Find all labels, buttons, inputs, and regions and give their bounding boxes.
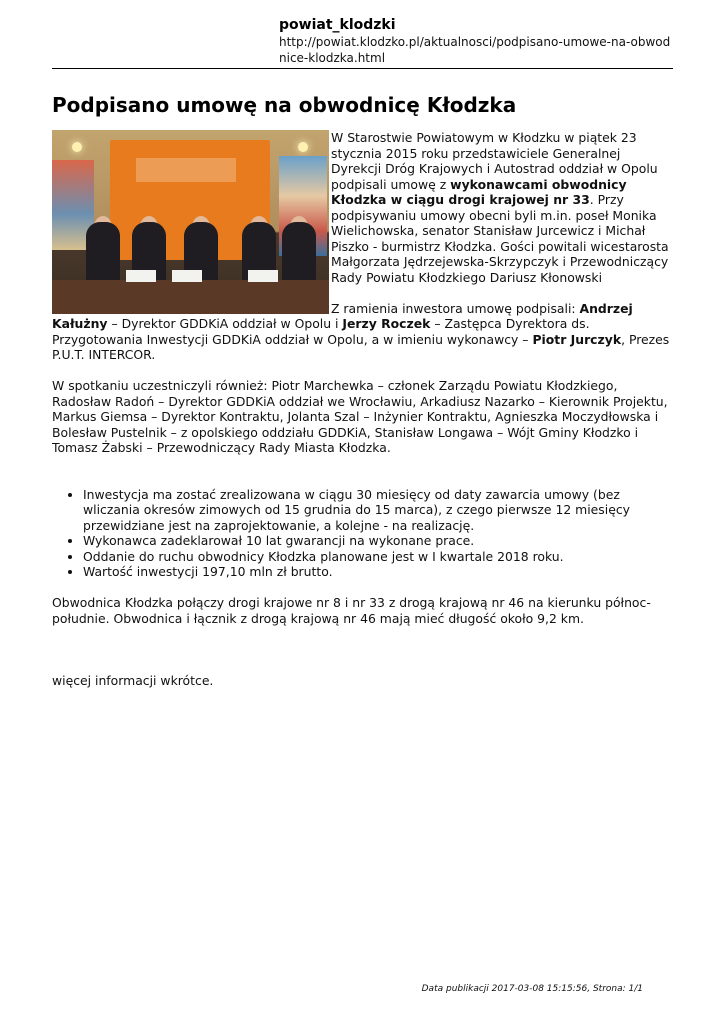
lamp-icon <box>72 142 82 152</box>
signatories-text-3: – Zastępca Dyrektora ds. Przygotowania Inwestycji GDDKiA oddział w Opolu, a w imieniu wykonawcy – <box>52 316 590 347</box>
signing-ceremony-photo <box>52 130 329 314</box>
banner-text-block <box>136 158 236 182</box>
document-header <box>279 16 674 66</box>
signing-table <box>52 280 329 314</box>
lamp-icon <box>298 142 308 152</box>
documents <box>172 270 202 282</box>
header-divider <box>52 68 673 69</box>
signatories-text-2: – Dyrektor GDDKiA oddział w Opolu i <box>107 316 343 331</box>
publication-footer: Data publikacji 2017-03-08 15:15:56, Strona: 1/1 <box>421 984 643 994</box>
signatories-text-1: Z ramienia inwestora umowę podpisali: <box>331 300 580 316</box>
paragraph-route: Obwodnica Kłodzka połączy drogi krajowe nr 8 i nr 33 z drogą krajową nr 46 na kierunku północ-południe. Obwodnica i łącznik z drogą krajową nr 46 mają mieć długość około 9,2 km. <box>52 595 651 626</box>
list-item: • Wartość inwestycji 197,10 mln zł brutto. <box>83 564 672 580</box>
person <box>86 222 120 284</box>
site-name: powiat_klodzki <box>279 17 396 33</box>
paragraph-attendees: W spotkaniu uczestniczyli również: Piotr Marchewka – członek Zarządu Powiatu Kłodzkiego, Radosław Radoń – Dyrektor GDDKiA oddział we Wrocławiu, Arkadiusz Nazarko – Kierownik Projektu, Markus Giemsa – Dyrektor Kontraktu, Jolanta Szal – Inżynier Kontraktu, Agnieszka Moczydłowska i Bolesław Pustelnik – z opolskiego oddziału GDDKiA, Stanisław Longawa – Wójt Gminy Kłodzko i Tomasz Żabski – Przewodniczący Rady Miasta Kłodzka. <box>52 378 668 455</box>
article-body <box>52 130 672 688</box>
facts-list <box>52 487 672 580</box>
intro-text-2: . Przy podpisywaniu umowy obecni byli m.in. poseł Monika Wielichowska, senator Stanisław Jurcewicz i Michał Piszko - burmistrz Kłodzka. Gości powitali wicestarosta Małgorzata Jędrzejewska-Skrzypczyk i Przewodniczący Rady Powiatu Kłodzkiego Dariusz Kłonowski <box>331 192 669 285</box>
source-url[interactable]: http://powiat.klodzko.pl/aktualnosci/podpisano-umowe-na-obwodnice-klodzka.html <box>279 35 671 65</box>
person <box>282 222 316 284</box>
list-item: • Inwestycja ma zostać zrealizowana w ciągu 30 miesięcy od daty zawarcia umowy (bez wliczania okresów zimowych od 15 grudnia do 15 marca), z czego pierwsze 12 miesięcy przewidziane jest na zaprojektowanie, a kolejne - na realizację. <box>83 487 672 534</box>
list-item: • Oddanie do ruchu obwodnicy Kłodzka planowane jest w I kwartale 2018 roku. <box>83 549 672 565</box>
signatory-name-1: Andrzej Kałużny <box>52 300 633 331</box>
signatory-name-2: Jerzy Roczek <box>342 316 431 331</box>
article-title: Podpisano umowę na obwodnicę Kłodzka <box>52 93 517 117</box>
list-item: • Wykonawca zadeklarował 10 lat gwarancji na wykonane prace. <box>83 533 672 549</box>
documents <box>248 270 278 282</box>
intro-text-1: W Starostwie Powiatowym w Kłodzku w piątek 23 stycznia 2015 roku przedstawiciele Generalnej Dyrekcji Dróg Krajowych i Autostrad oddział w Opolu podpisali umowę z <box>331 130 658 192</box>
intro-bold: wykonawcami obwodnicy Kłodzka w ciągu drogi krajowej nr 33 <box>331 176 627 207</box>
signatories-text-4: , Prezes P.U.T. INTERCOR. <box>52 331 670 362</box>
paragraph-more-info: więcej informacji wkrótce. <box>52 672 214 688</box>
documents <box>126 270 156 282</box>
signatory-name-3: Piotr Jurczyk <box>532 331 622 347</box>
